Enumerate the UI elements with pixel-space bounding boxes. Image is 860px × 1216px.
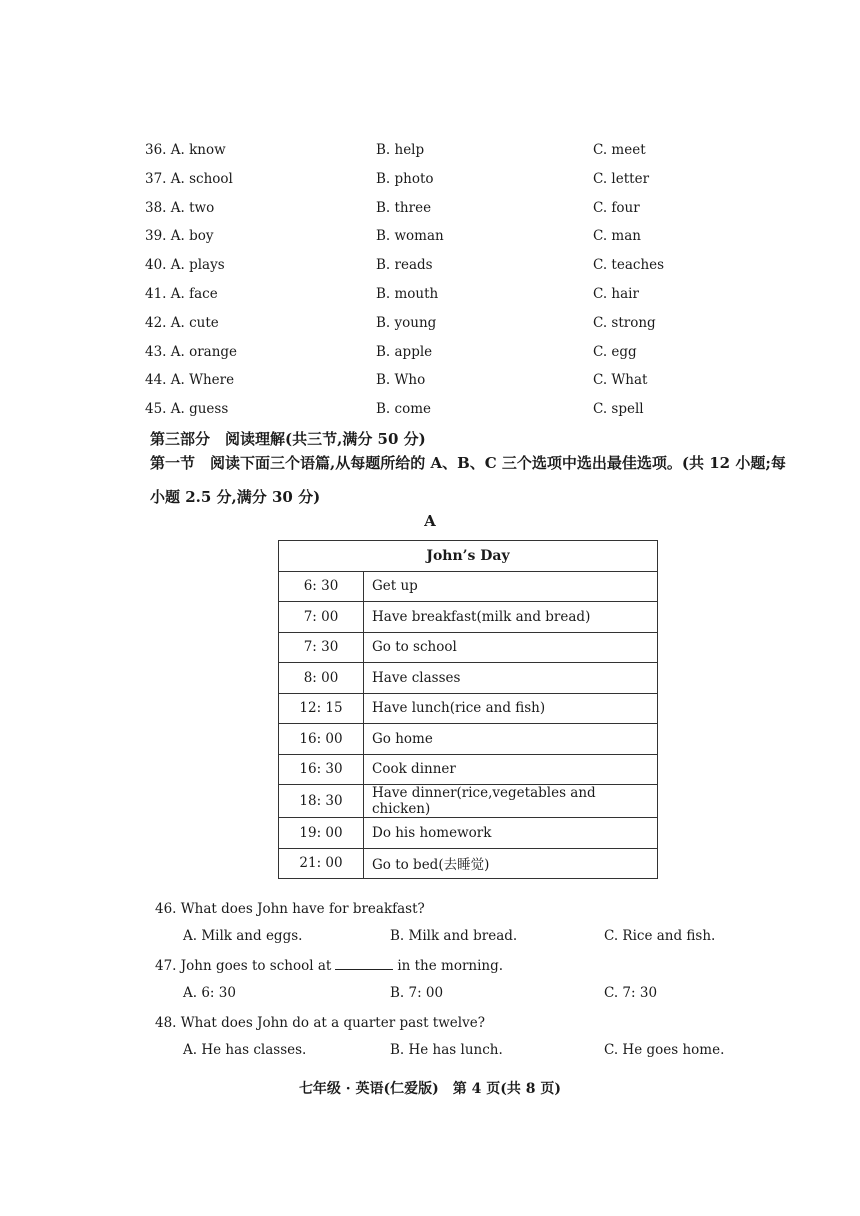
schedule-activity: Go to bed(去睡觉) [364,848,658,879]
option-b: B. Who [376,372,426,389]
cloze-option-row [0,315,860,335]
schedule-row [279,632,658,663]
cloze-option-row [0,228,860,248]
option-b: B. photo [376,170,434,187]
schedule-activity: Have breakfast(milk and bread) [364,602,658,633]
option-a: 44. A. Where [145,372,235,389]
option-c: C. 7: 30 [604,985,658,1001]
part3-heading: 第三部分 阅读理解(共三节,满分 50 分) [150,430,426,448]
option-a: 39. A. boy [145,228,214,245]
option-a: 36. A. know [145,142,226,158]
option-a: 41. A. face [145,286,218,302]
schedule-time: 16: 30 [279,754,364,785]
option-b: B. three [376,199,432,216]
schedule-activity: Go to school [364,632,658,663]
option-c: C. letter [593,170,650,187]
option-c: C. He goes home. [604,1042,725,1058]
option-a: 45. A. guess [145,401,229,418]
option-c: C. meet [593,142,646,158]
option-a: 43. A. orange [145,343,238,360]
schedule-time: 21: 00 [279,848,364,879]
option-a: 37. A. school [145,170,233,187]
option-c: C. Rice and fish. [604,928,716,944]
question-48-stem: 48. What does John do at a quarter past twelve? [155,1015,485,1031]
option-c: C. four [593,199,640,216]
cloze-option-row [0,286,860,306]
schedule-title: John’s Day [279,541,658,572]
schedule-activity: Cook dinner [364,754,658,785]
page-footer: 七年级 · 英语(仁爱版) 第 4 页(共 8 页) [298,1081,562,1097]
question-48-options [0,1042,860,1062]
schedule-time: 16: 00 [279,724,364,755]
question-47-stem-end: in the morning. [397,958,504,974]
option-b: B. young [376,314,437,331]
schedule-activity: Have dinner(rice,vegetables and chicken) [364,785,658,818]
option-b: B. Milk and bread. [390,928,518,944]
cloze-option-row [0,344,860,364]
option-b: B. He has lunch. [390,1042,503,1058]
schedule-time: 19: 00 [279,818,364,849]
schedule-time: 18: 30 [279,785,364,818]
schedule-row [279,785,658,818]
option-c: C. What [593,372,648,389]
cloze-option-row [0,171,860,191]
schedule-row [279,571,658,602]
cloze-option-row [0,401,860,421]
option-c: C. hair [593,286,639,302]
option-c: C. egg [593,343,637,360]
schedule-row [279,602,658,633]
schedule-activity: Have classes [364,663,658,694]
schedule-row [279,693,658,724]
schedule-activity: Go home [364,724,658,755]
section1-instruction: 第一节 阅读下面三个语篇,从每题所给的 A、B、C 三个选项中选出最佳选项。(共 12 小题;每小题 2.5 分,满分 30 分) [150,454,786,506]
option-c: C. spell [593,401,644,418]
option-b: B. 7: 00 [390,985,444,1001]
cloze-option-row [0,200,860,220]
question-47-options [0,985,860,1005]
option-b: B. help [376,142,425,158]
cloze-option-row [0,372,860,392]
option-b: B. come [376,401,431,418]
question-47-stem-start: 47. John goes to school at [155,958,332,974]
schedule-time: 7: 00 [279,602,364,633]
schedule-table [278,540,658,879]
option-a: A. Milk and eggs. [183,928,303,944]
schedule-row [279,663,658,694]
option-a: 38. A. two [145,199,215,216]
schedule-time: 12: 15 [279,693,364,724]
option-c: C. man [593,228,641,245]
schedule-time: 7: 30 [279,632,364,663]
option-a: A. He has classes. [183,1042,307,1058]
schedule-row [279,754,658,785]
option-c: C. strong [593,314,656,331]
option-b: B. reads [376,257,433,274]
schedule-row [279,724,658,755]
option-b: B. apple [376,343,433,360]
cloze-option-row [0,257,860,277]
cloze-option-row [0,142,860,162]
schedule-time: 6: 30 [279,571,364,602]
schedule-row [279,848,658,879]
option-b: B. mouth [376,286,439,302]
schedule-row [279,818,658,849]
schedule-time: 8: 00 [279,663,364,694]
question-46-options [0,928,860,948]
answer-blank [335,957,393,970]
option-a: 40. A. plays [145,257,225,274]
question-46-stem: 46. What does John have for breakfast? [155,901,425,917]
option-b: B. woman [376,228,444,245]
question-47-stem [155,957,503,974]
schedule-activity: Do his homework [364,818,658,849]
option-a: A. 6: 30 [183,985,236,1001]
schedule-activity: Get up [364,571,658,602]
option-c: C. teaches [593,257,665,274]
option-a: 42. A. cute [145,314,219,331]
passage-label: A [424,512,436,530]
schedule-activity: Have lunch(rice and fish) [364,693,658,724]
